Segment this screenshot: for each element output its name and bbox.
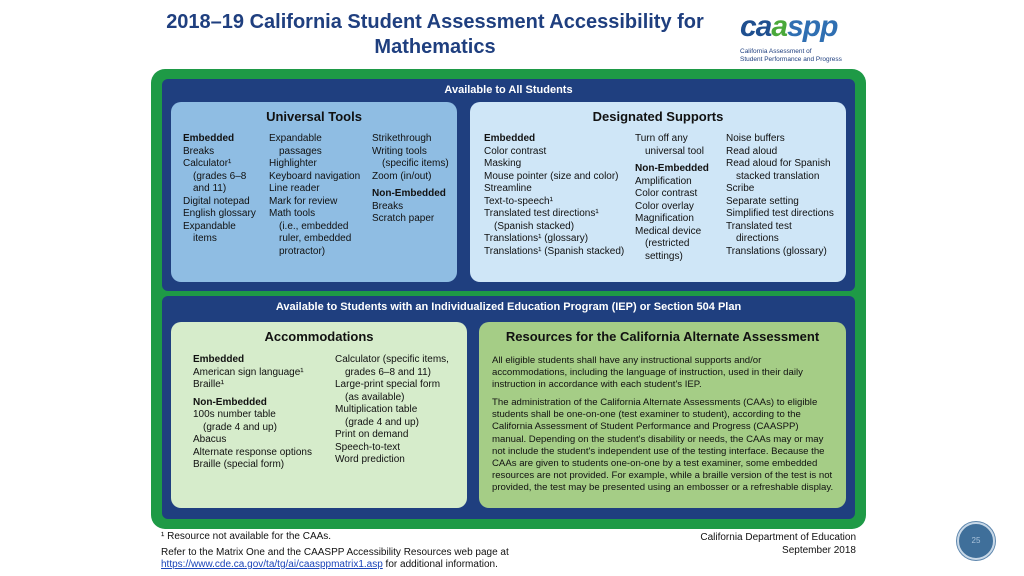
list-item: Alternate response options <box>193 446 312 458</box>
list-item: Color contrast <box>484 145 547 157</box>
list-item: Line reader <box>269 183 320 194</box>
list-item: Mouse pointer (size and color) <box>484 170 619 182</box>
list-item: Mark for review <box>269 195 338 207</box>
list-item: Highlighter <box>269 158 317 169</box>
list-item: ruler, embedded <box>279 233 352 244</box>
list-item: (Spanish stacked) <box>494 220 575 232</box>
list-item: settings) <box>645 250 683 262</box>
list-item: Streamline <box>484 183 532 194</box>
footnote: ¹ Resource not available for the CAAs. <box>161 531 332 542</box>
list-item: 100s number table <box>193 409 276 420</box>
list-item: Scribe <box>726 183 755 194</box>
list-item: Speech-to-text <box>335 441 401 453</box>
designated-supports-col-2 <box>635 133 727 263</box>
universal-tools-box <box>171 102 457 282</box>
list-item: stacked translation <box>736 170 820 182</box>
logo-wordmark: caaspp <box>740 10 838 43</box>
list-item: Writing tools <box>372 145 427 157</box>
list-item: Magnification <box>635 213 694 224</box>
universal-tools-title: Universal Tools <box>266 109 362 124</box>
list-item: Abacus <box>193 434 227 445</box>
universal-tools-col-3 <box>372 133 456 226</box>
logo-subtitle: California Assessment of Student Performance and Progress <box>740 48 842 63</box>
caaspp-logo <box>738 6 868 66</box>
publication-date: September 2018 <box>782 545 856 556</box>
title-line-1: 2018–19 California Student Assessment Accessibility for <box>166 11 704 33</box>
list-item: grades 6–8 and 11) <box>345 366 431 378</box>
list-item: Translated test <box>726 220 792 232</box>
list-item: English glossary <box>183 208 256 219</box>
designated-supports-col-1 <box>484 133 636 258</box>
iep-heading: Available to Students with an Individualized Education Program (IEP) or Section 504 Plan <box>275 301 742 313</box>
designated-supports-box <box>470 102 846 282</box>
accommodations-title: Accommodations <box>264 329 374 344</box>
list-item: Calculator¹ <box>183 158 232 169</box>
list-item: Simplified test directions <box>726 208 834 219</box>
list-item: American sign language¹ <box>193 366 304 378</box>
list-item: Text-to-speech¹ <box>484 195 553 207</box>
list-item: Expandable <box>183 220 236 232</box>
list-item: items <box>193 233 217 244</box>
universal-tools-col-1 <box>183 133 269 246</box>
list-item: Braille (special form) <box>193 459 285 470</box>
section-heading: Embedded <box>484 133 536 144</box>
list-item: (grades 6–8 <box>193 170 247 182</box>
slide-number: 25 <box>971 536 981 545</box>
section-heading: Non-Embedded <box>193 396 267 408</box>
list-item: Turn off any <box>635 133 688 144</box>
list-item: Read aloud for Spanish <box>726 158 831 169</box>
list-item: and 11) <box>193 183 227 194</box>
list-item: (grade 4 and up) <box>345 416 419 428</box>
list-item: Translations¹ (Spanish stacked) <box>484 245 625 257</box>
list-item: Expandable <box>269 133 322 144</box>
list-item: Strikethrough <box>372 133 432 144</box>
list-item: (grade 4 and up) <box>203 421 277 433</box>
list-item: Digital notepad <box>183 195 250 207</box>
list-item: universal tool <box>645 145 704 157</box>
caa-resources-box <box>479 322 846 508</box>
slide-number-badge <box>957 522 995 560</box>
list-item: Separate setting <box>726 195 799 207</box>
list-item: Translations (glossary) <box>726 245 827 257</box>
list-item: Zoom (in/out) <box>372 170 432 182</box>
universal-tools-col-2 <box>269 133 373 258</box>
list-item: (as available) <box>345 391 405 403</box>
designated-supports-title: Designated Supports <box>592 109 724 124</box>
reference-text: Refer to the Matrix One and the CAASPP Accessibility Resources web page at <box>161 547 509 558</box>
list-item: Print on demand <box>335 429 409 440</box>
publisher-info <box>700 531 856 557</box>
list-item: Scratch paper <box>372 213 435 224</box>
page-title <box>150 10 720 60</box>
list-item: Braille¹ <box>193 379 225 390</box>
accommodations-box <box>171 322 467 508</box>
list-item: Medical device <box>635 225 702 237</box>
title-line-2: Mathematics <box>374 36 496 58</box>
designated-supports-col-3 <box>726 133 844 258</box>
list-item: Amplification <box>635 175 692 187</box>
caa-paragraph-1: All eligible students shall have any instructional supports and/or accommodations, including the language of instruction, used in their daily instruction in accordance with each student's IEP. <box>492 355 803 391</box>
list-item: Keyboard navigation <box>269 170 361 182</box>
matrix-one-link[interactable]: https://www.cde.ca.gov/ta/tg/ai/caasppmatrix1.asp <box>161 559 383 570</box>
department-name: California Department of Education <box>700 532 856 543</box>
list-item: (specific items) <box>382 158 449 169</box>
reference-note <box>161 547 509 571</box>
list-item: Translated test directions¹ <box>484 208 599 219</box>
list-item: (restricted <box>645 238 690 249</box>
all-students-heading: Available to All Students <box>444 84 573 96</box>
list-item: Breaks <box>183 145 215 157</box>
list-item: Multiplication table <box>335 404 418 415</box>
list-item: passages <box>279 145 322 157</box>
list-item: (i.e., embedded <box>279 220 349 232</box>
list-item: Color contrast <box>635 188 698 199</box>
accommodations-col-1 <box>193 354 333 472</box>
list-item: Translations¹ (glossary) <box>484 233 589 244</box>
list-item: Math tools <box>269 208 316 219</box>
section-heading: Non-Embedded <box>372 188 446 199</box>
accommodations-col-2 <box>335 354 465 467</box>
section-heading: Non-Embedded <box>635 163 709 174</box>
reference-text-rest: for additional information. <box>382 559 498 570</box>
list-item: directions <box>736 233 779 244</box>
list-item: Noise buffers <box>726 133 785 144</box>
list-item: Calculator (specific items, <box>335 354 449 365</box>
list-item: Word prediction <box>335 454 405 465</box>
list-item: Breaks <box>372 200 404 212</box>
section-heading: Embedded <box>183 133 235 144</box>
list-item: protractor) <box>279 245 326 257</box>
list-item: Large-print special form <box>335 379 441 390</box>
list-item: Read aloud <box>726 145 778 157</box>
list-item: Color overlay <box>635 200 694 212</box>
caa-resources-title: Resources for the California Alternate Assessment <box>505 329 820 344</box>
list-item: Masking <box>484 158 522 169</box>
caa-paragraph-2: The administration of the California Alternate Assessments (CAAs) to eligible students shall be one-on-one (test examiner to student), according to the California Assessment of Student Performance and Progress (CAASPP) manual. Depending on the student's disability or needs, the CAAs may or may not include the student's independent use of the testing interface. Because the CAAs are given to students one-on-one by a test examiner, some embedded resources are not provided. For example, while a braille version of the test is not provided, the test may be presented using an embosser or a refreshable display. <box>492 397 834 494</box>
section-heading: Embedded <box>193 354 245 365</box>
